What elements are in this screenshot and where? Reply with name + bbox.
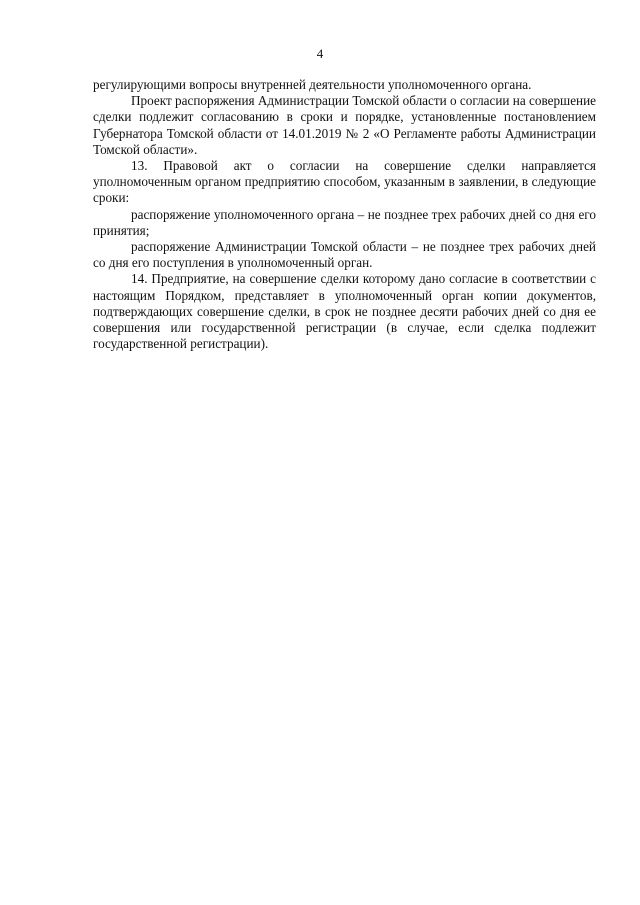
document-body (93, 77, 596, 352)
paragraph-continuation: регулирующими вопросы внутренней деятельности уполномоченного органа. (93, 77, 532, 92)
paragraph-deadline-authorized-body: распоряжение уполномоченного органа – не позднее трех рабочих дней со дня его принятия; (93, 206, 596, 238)
paragraph-deadline-administration: распоряжение Администрации Томской области – не позднее трех рабочих дней со дня его поступления в уполномоченный орган. (93, 239, 596, 271)
page-number: 4 (316, 46, 324, 61)
paragraph-item-14: 14. Предприятие, на совершение сделки которому дано согласие в соответствии с настоящим Порядком, представляет в уполномоченный орган копии документов, подтверждающих совершение сделки, в срок не позднее десяти рабочих дней со дня ее совершения или государственной регистрации (в случае, если сделка подлежит государственной регистрации). (93, 271, 596, 352)
paragraph-draft-order-approval: Проект распоряжения Администрации Томской области о согласии на совершение сделки подлежит согласованию в сроки и порядке, установленные постановлением Губернатора Томской области от 14.01.2019 № 2 «О Регламенте работы Администрации Томской области». (93, 93, 597, 157)
paragraph-item-13: 13. Правовой акт о согласии на совершение сделки направляется уполномоченным органом предприятию способом, указанным в заявлении, в следующие сроки: (93, 158, 596, 206)
